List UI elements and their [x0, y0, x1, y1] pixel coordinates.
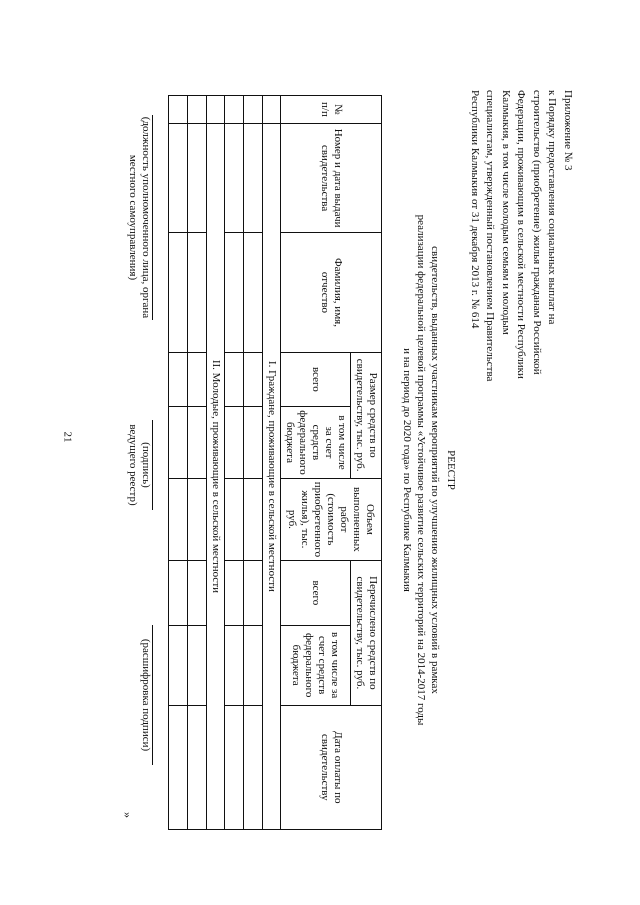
- decoding-block: [139, 625, 153, 765]
- table-row: [225, 96, 244, 830]
- header-transfer-federal: в том числе за счет средств федерального бюджета: [281, 625, 351, 705]
- header-size-total: всего: [281, 352, 351, 407]
- appendix-line: специалистам, утвержденный постановлением Правительства: [484, 90, 497, 382]
- header-certificate: Номер и дата выдачи свидетельства: [281, 123, 382, 233]
- signature-block: [126, 420, 153, 510]
- header-size-federal: в том числе за счет средств федерального бюджета: [281, 407, 351, 478]
- table-row: [244, 96, 263, 830]
- official-label: (должность уполномоченного лица, органа местного самоуправления): [127, 116, 152, 319]
- section-1: I. Граждане, проживающие в сельской местности: [263, 123, 281, 829]
- decoding-label: (расшифровка подписи): [139, 625, 153, 765]
- registry-table: [168, 95, 382, 830]
- page-number: 21: [61, 431, 74, 443]
- registry-heading: РЕЕСТР: [445, 450, 457, 490]
- title-line: и на период до 2020 года» по Республике Калмыкия: [401, 348, 413, 592]
- appendix-line: к Порядку предоставления социальных выплат на: [546, 90, 559, 325]
- appendix-line: Приложение № 3: [562, 90, 574, 171]
- header-transfer: Перечислено средств по свидетельству, тыс. руб.: [351, 561, 382, 705]
- signature-label: (подпись) ведущего реестр): [126, 420, 153, 510]
- appendix-line: строительство (приобретение) жилья гражданам Российской: [531, 90, 543, 375]
- header-size: Размер средств по свидетельству, тыс. руб.: [351, 352, 382, 478]
- title-line: реализации федеральной целевой программы «Устойчивое развитие сельских территорий на 2014-2017 годы: [415, 214, 427, 726]
- table-row: [188, 96, 207, 830]
- title-block: [400, 170, 458, 770]
- section-2: II. Молодые, проживающие в сельской местности: [207, 123, 225, 829]
- title-line: свидетельств, выданных участникам мероприятий по улучшению жилищных условий в рамках: [429, 246, 441, 694]
- official-signature: [126, 115, 153, 320]
- header-work: Объем выполненных работ (стоимость приобретенного жилья), тыс. руб.: [281, 478, 382, 560]
- appendix-line: Республики Калмыкия от 31 декабря 2013 г. № 614: [469, 90, 481, 329]
- header-transfer-total: всего: [281, 561, 351, 626]
- header-pay-date: Дата оплаты по свидетельству: [281, 705, 382, 829]
- appendix-line: Федерации, проживающим в сельской местности Республики: [515, 90, 528, 379]
- table-row: [169, 96, 188, 830]
- quote-mark: »: [121, 812, 135, 818]
- appendix-block: [467, 90, 576, 565]
- appendix-line: Калмыкия, в том числе молодым семьям и молодым: [500, 90, 512, 335]
- header-fio: Фамилия, имя, отчество: [281, 233, 382, 352]
- header-num: № п/п: [281, 96, 382, 124]
